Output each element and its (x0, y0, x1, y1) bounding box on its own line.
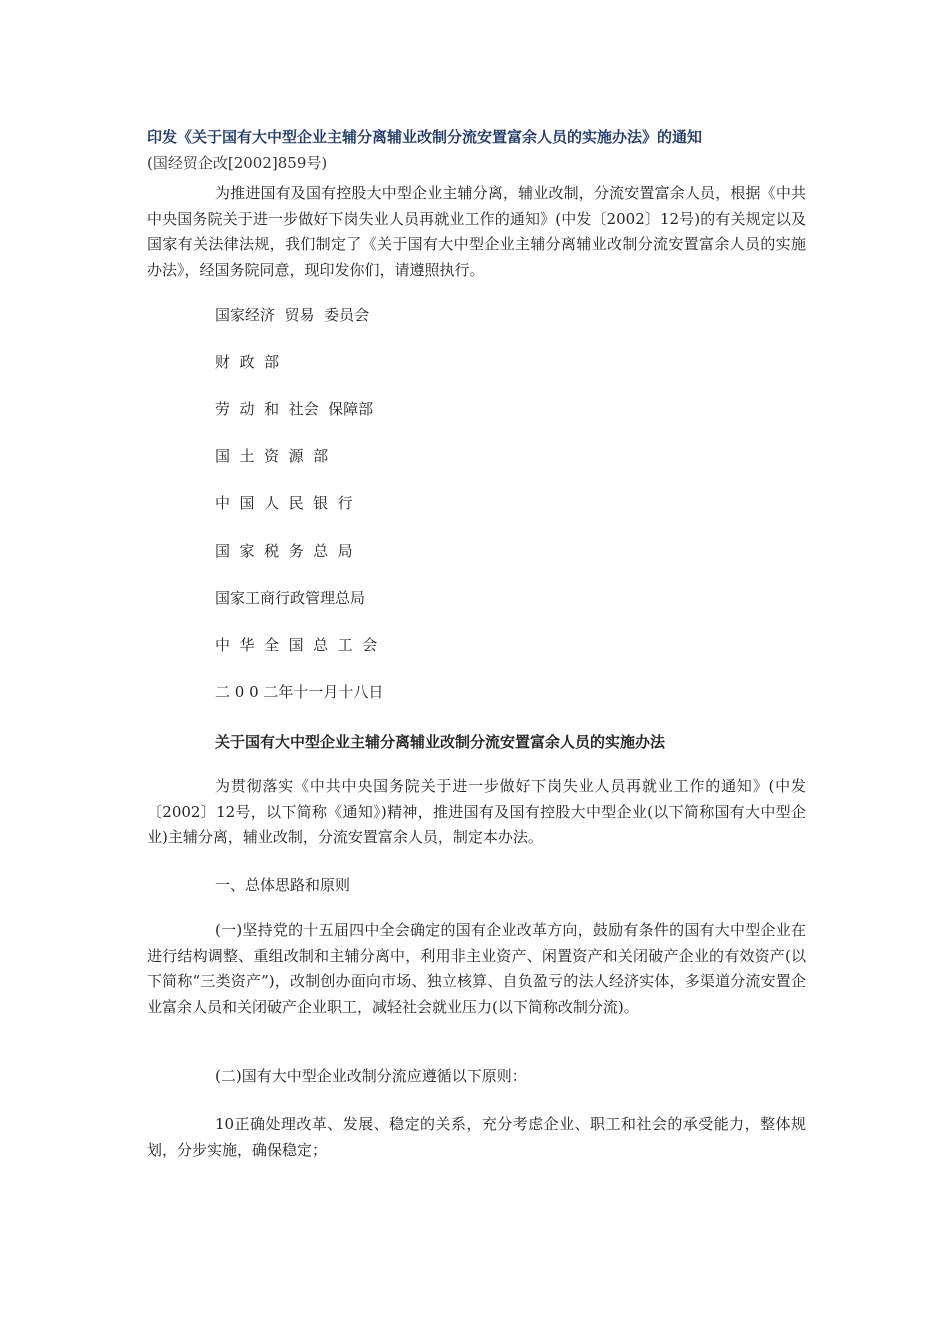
issuer-line: 中 华 全 国 总 工 会 (215, 636, 378, 654)
item-1-paragraph: (一)坚持党的十五届四中全会确定的国有企业改革方向，鼓励有条件的国有大中型企业在进行结构调整、重组改制和主辅分离中，利用非主业资产、闲置资产和关闭破产企业的有效资产(以下简称“三类资产”)，改制创办面向市场、独立核算、自负盈亏的法人经济实体，多渠道分流安置企业富余人员和关闭破产企业职工，减轻社会就业压力(以下简称改制分流)。 (147, 921, 806, 1016)
item-2-heading: (二)国有大中型企业改制分流应遵循以下原则： (215, 1067, 527, 1085)
section-heading: 一、总体思路和原则 (215, 876, 351, 894)
document-number: (国经贸企改[2002]859号) (147, 154, 328, 172)
issuer-line: 国 家 税 务 总 局 (215, 542, 353, 560)
measures-title: 关于国有大中型企业主辅分离辅业改制分流安置富余人员的实施办法 (215, 733, 666, 751)
issuer-line: 中 国 人 民 银 行 (215, 494, 353, 512)
issuer-line: 国家经济 贸易 委员会 (215, 306, 370, 324)
issuer-line: 劳 动 和 社会 保障部 (215, 400, 374, 418)
notice-title: 印发《关于国有大中型企业主辅分离辅业改制分流安置富余人员的实施办法》的通知 (147, 128, 703, 146)
notice-intro-paragraph: 为推进国有及国有控股大中型企业主辅分离，辅业改制，分流安置富余人员，根据《中共中央国务院关于进一步做好下岗失业人员再就业工作的通知》(中发〔2002〕12号)的有关规定以及国家有关法律法规，我们制定了《关于国有大中型企业主辅分离辅业改制分流安置富余人员的实施办法》，经国务院同意，现印发你们，请遵照执行。 (147, 184, 806, 279)
principle-1-paragraph: 10正确处理改革、发展、稳定的关系，充分考虑企业、职工和社会的承受能力，整体规划，分步实施，确保稳定； (147, 1115, 806, 1159)
measures-preamble-paragraph: 为贯彻落实《中共中央国务院关于进一步做好下岗失业人员再就业工作的通知》(中发〔2002〕12号，以下简称《通知》)精神，推进国有及国有控股大中型企业(以下简称国有大中型企业)主辅分离，辅业改制，分流安置富余人员，制定本办法。 (147, 777, 806, 846)
issuer-line: 国 土 资 源 部 (215, 447, 329, 465)
issue-date: 二 0 0 二年十一月十八日 (215, 683, 384, 701)
issuer-line: 国家工商行政管理总局 (215, 589, 366, 607)
issuer-line: 财 政 部 (215, 353, 280, 371)
